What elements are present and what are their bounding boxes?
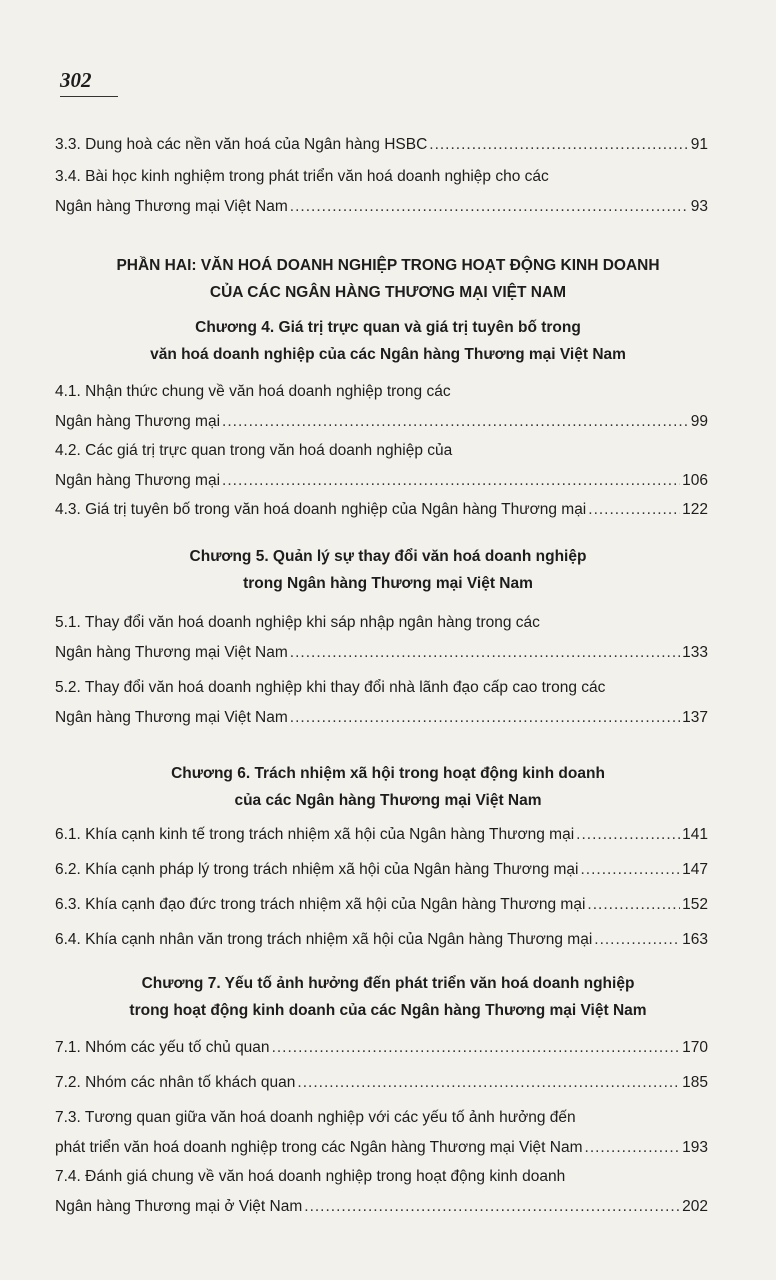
toc-entry-title-cont: Ngân hàng Thương mại Việt Nam [55,709,288,726]
toc-entry-3-3[interactable] [55,130,708,160]
toc-page-number: 99 [690,413,708,430]
toc-entry-title-cont: phát triển văn hoá doanh nghiệp trong các Ngân hàng Thương mại Việt Nam [55,1139,583,1156]
toc-page-number: 152 [682,896,708,913]
toc-entry-4-3[interactable] [55,495,708,525]
toc-entry-title: 6.1. Khía cạnh kinh tế trong trách nhiệm xã hội của Ngân hàng Thương mại [55,826,575,843]
toc-entry-7-3[interactable] [55,1103,708,1163]
toc-entry-title: 5.2. Thay đổi văn hoá doanh nghiệp khi thay đổi nhà lãnh đạo cấp cao trong các [55,679,606,696]
toc-entry-6-3[interactable] [55,890,708,920]
toc-entry-3-4[interactable] [55,162,708,222]
toc-entry-title: 4.3. Giá trị tuyên bố trong văn hoá doanh nghiệp của Ngân hàng Thương mại [55,501,587,518]
part-two-heading: PHẦN HAI: VĂN HOÁ DOANH NGHIỆP TRONG HOẠT ĐỘNG KINH DOANH CỦA CÁC NGÂN HÀNG THƯƠNG MẠI VIỆT NAM [116,257,660,301]
toc-page-number: 170 [682,1039,708,1056]
toc-entry-title-cont: Ngân hàng Thương mại ở Việt Nam [55,1198,303,1215]
toc-entry-title-cont: Ngân hàng Thương mại [55,472,221,489]
toc-entry-4-2[interactable] [55,436,708,496]
toc-entry-title: 3.4. Bài học kinh nghiệm trong phát triển văn hoá doanh nghiệp cho các [55,168,549,185]
toc-entry-title: 6.2. Khía cạnh pháp lý trong trách nhiệm xã hội của Ngân hàng Thương mại [55,861,579,878]
toc-entry-7-4[interactable] [55,1162,708,1222]
toc-entry-4-1[interactable] [55,377,708,437]
toc-entry-title: 4.1. Nhận thức chung về văn hoá doanh nghiệp trong các [55,383,451,400]
toc-entry-6-2[interactable] [55,855,708,885]
toc-page-number: 93 [690,198,708,215]
toc-entry-6-4[interactable] [55,925,708,955]
toc-entry-title: 5.1. Thay đổi văn hoá doanh nghiệp khi sáp nhập ngân hàng trong các [55,614,540,631]
toc-page-number: 91 [690,136,708,153]
toc-page-number: 106 [682,472,708,489]
toc-page-number: 163 [682,931,708,948]
toc-page-number: 185 [682,1074,708,1091]
toc-entry-7-2[interactable] [55,1068,708,1098]
toc-page-number: 137 [682,709,708,726]
toc-entry-5-2[interactable] [55,673,708,733]
chapter-4-heading[interactable]: Chương 4. Giá trị trực quan và giá trị tuyên bố trong văn hoá doanh nghiệp của các Ngân hàng Thương mại Việt Nam [150,319,626,363]
toc-entry-title: 6.4. Khía cạnh nhân văn trong trách nhiệm xã hội của Ngân hàng Thương mại [55,931,593,948]
toc-entry-title: 6.3. Khía cạnh đạo đức trong trách nhiệm xã hội của Ngân hàng Thương mại [55,896,586,913]
toc-entry-title: 7.2. Nhóm các nhân tố khách quan [55,1074,296,1091]
chapter-6-heading[interactable]: Chương 6. Trách nhiệm xã hội trong hoạt động kinh doanh của các Ngân hàng Thương mại Việt Nam [171,765,605,809]
toc-entry-title: 7.4. Đánh giá chung về văn hoá doanh nghiệp trong hoạt động kinh doanh [55,1168,566,1185]
toc-entry-5-1[interactable] [55,608,708,668]
toc-page-number: 122 [682,501,708,518]
toc-entry-title-cont: Ngân hàng Thương mại Việt Nam [55,198,288,215]
toc-entry-6-1[interactable] [55,820,708,850]
toc-entry-title: 7.3. Tương quan giữa văn hoá doanh nghiệp với các yếu tố ảnh hưởng đến [55,1109,576,1126]
chapter-7-heading[interactable]: Chương 7. Yếu tố ảnh hưởng đến phát triển văn hoá doanh nghiệp trong hoạt động kinh doanh của các Ngân hàng Thương mại Việt Nam [129,975,647,1019]
chapter-5-heading[interactable]: Chương 5. Quản lý sự thay đổi văn hoá doanh nghiệp trong Ngân hàng Thương mại Việt Nam [189,548,587,592]
toc-entry-7-1[interactable] [55,1033,708,1063]
toc-page-number: 193 [682,1139,708,1156]
toc-page-number: 133 [682,644,708,661]
toc-entry-title: 3.3. Dung hoà các nền văn hoá của Ngân hàng HSBC [55,136,428,153]
toc-page-number: 202 [682,1198,708,1215]
toc-page-number: 141 [682,826,708,843]
toc-entry-title-cont: Ngân hàng Thương mại [55,413,221,430]
toc-entry-title: 7.1. Nhóm các yếu tố chủ quan [55,1039,270,1056]
page-number: 302 [60,68,118,97]
toc-entry-title: 4.2. Các giá trị trực quan trong văn hoá doanh nghiệp của [55,442,453,459]
toc-entry-title-cont: Ngân hàng Thương mại Việt Nam [55,644,288,661]
toc-page-number: 147 [682,861,708,878]
